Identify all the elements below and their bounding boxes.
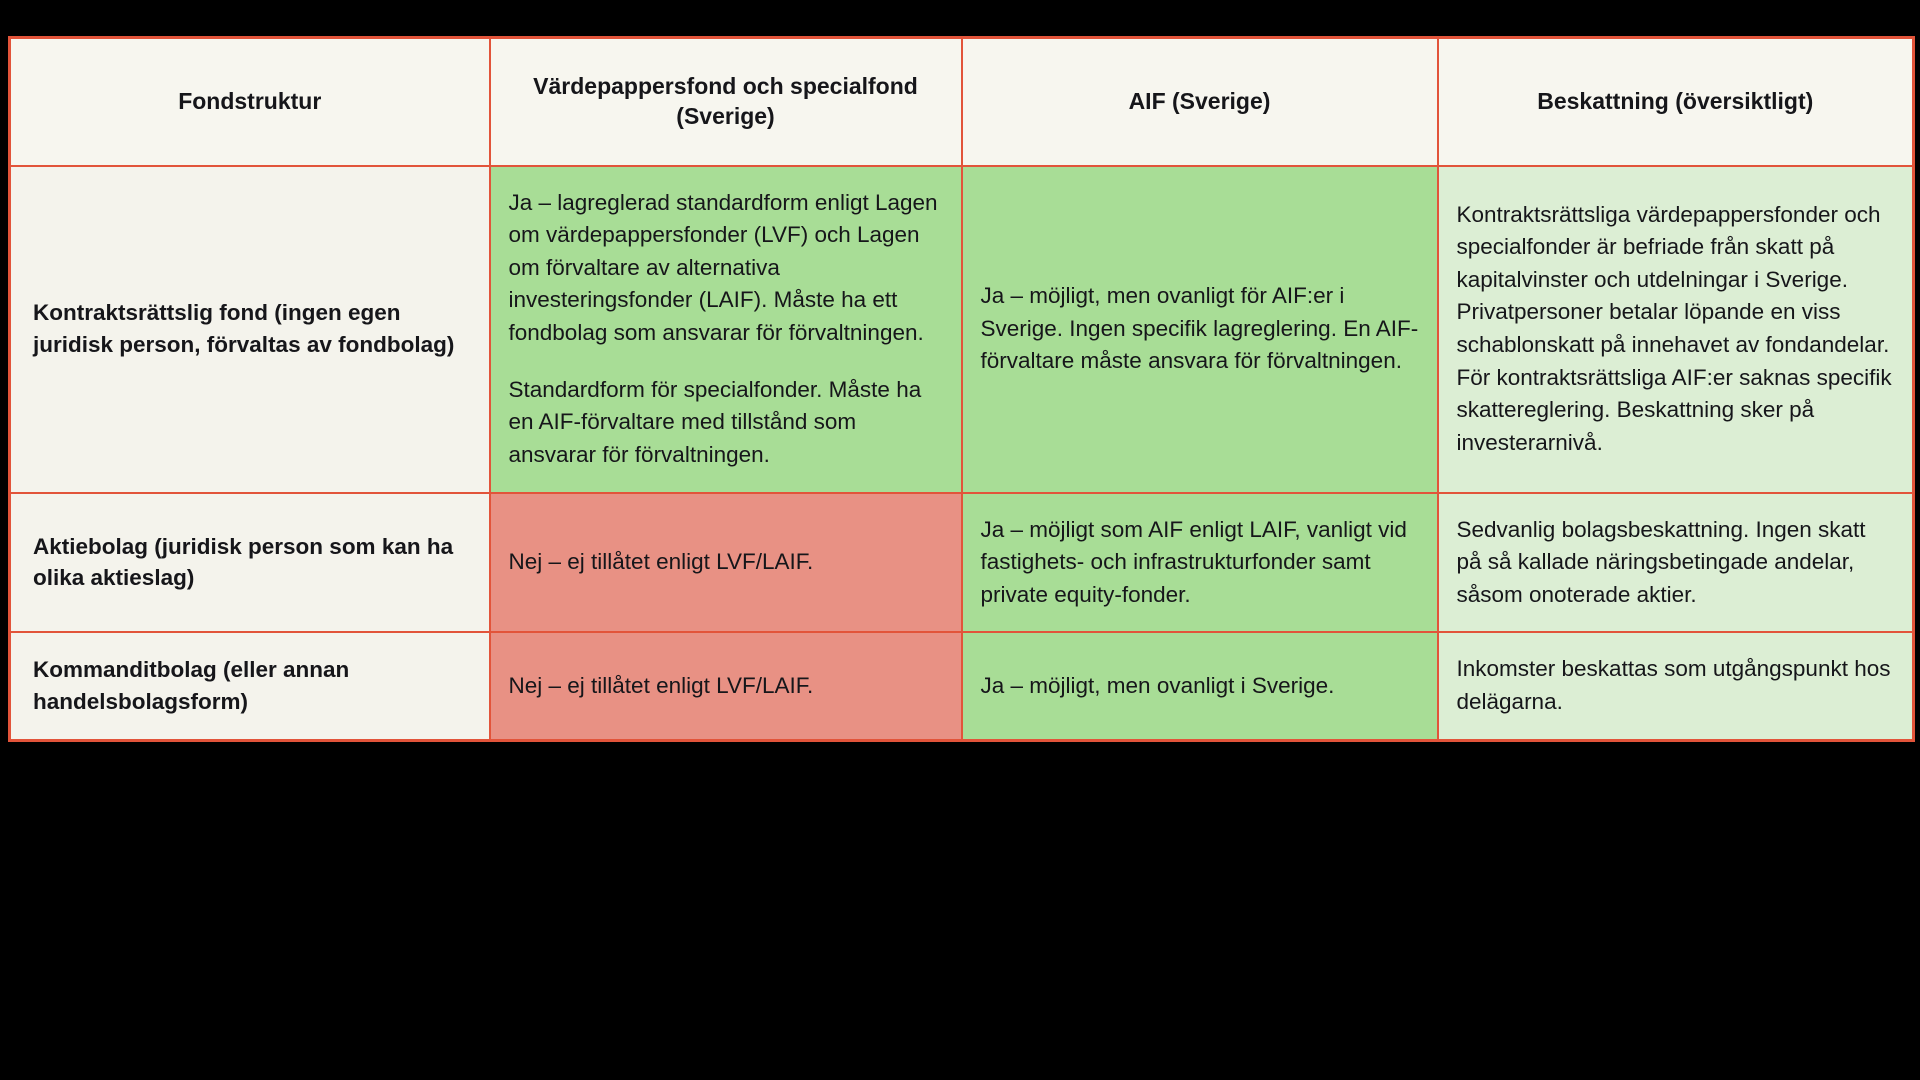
cell-taxation: Kontraktsrättsliga värdepappersfonder och specialfonder är befriade från skatt på kapitalvinster och utdelningar i Sverige. Privatpersoner betalar löpande en viss schablonskatt på innehavet av fondandelar. För kontraktsrättsliga AIF:er saknas specifik skattereglering. Beskattning sker på investerarnivå. bbox=[1438, 166, 1914, 493]
cell-securities-fund: Nej – ej tillåtet enligt LVF/LAIF. bbox=[490, 493, 962, 633]
cell-taxation: Sedvanlig bolagsbeskattning. Ingen skatt på så kallade näringsbetingade andelar, såsom onoterade aktier. bbox=[1438, 493, 1914, 633]
table-row bbox=[10, 166, 1914, 493]
table-row bbox=[10, 493, 1914, 633]
cell-taxation: Inkomster beskattas som utgångspunkt hos delägarna. bbox=[1438, 632, 1914, 740]
table-row bbox=[10, 632, 1914, 740]
cell-paragraph: Standardform för specialfonder. Måste ha en AIF-förvaltare med tillstånd som ansvarar för förvaltningen. bbox=[508, 376, 922, 467]
table-body bbox=[10, 166, 1914, 741]
row-structure-label: Kontraktsrättslig fond (ingen egen juridisk person, förvaltas av fondbolag) bbox=[10, 166, 490, 493]
cell-aif: Ja – möjligt, men ovanligt i Sverige. bbox=[962, 632, 1438, 740]
row-structure-label: Aktiebolag (juridisk person som kan ha olika aktieslag) bbox=[10, 493, 490, 633]
cell-paragraph: Ja – lagreglerad standardform enligt Lagen om värdepappersfonder (LVF) och Lagen om förvaltare av alternativa investeringsfonder (LAIF). Måste ha ett fondbolag som ansvarar för förvaltningen. bbox=[508, 189, 938, 345]
column-header-beskattning: Beskattning (översiktligt) bbox=[1438, 38, 1914, 166]
table-container bbox=[0, 36, 1920, 742]
cell-aif: Ja – möjligt som AIF enligt LAIF, vanligt vid fastighets- och infrastrukturfonder samt private equity-fonder. bbox=[962, 493, 1438, 633]
row-structure-label: Kommanditbolag (eller annan handelsbolagsform) bbox=[10, 632, 490, 740]
cell-securities-fund bbox=[490, 166, 962, 493]
cell-aif: Ja – möjligt, men ovanligt för AIF:er i Sverige. Ingen specifik lagreglering. En AIF-förvaltare måste ansvara för förvaltningen. bbox=[962, 166, 1438, 493]
column-header-vardepappersfond: Värdepappersfond och specialfond (Sverige) bbox=[490, 38, 962, 166]
cell-securities-fund: Nej – ej tillåtet enligt LVF/LAIF. bbox=[490, 632, 962, 740]
table-header bbox=[10, 38, 1914, 166]
table-header-row bbox=[10, 38, 1914, 166]
fund-structure-table bbox=[8, 36, 1915, 742]
column-header-aif: AIF (Sverige) bbox=[962, 38, 1438, 166]
column-header-fondstruktur: Fondstruktur bbox=[10, 38, 490, 166]
